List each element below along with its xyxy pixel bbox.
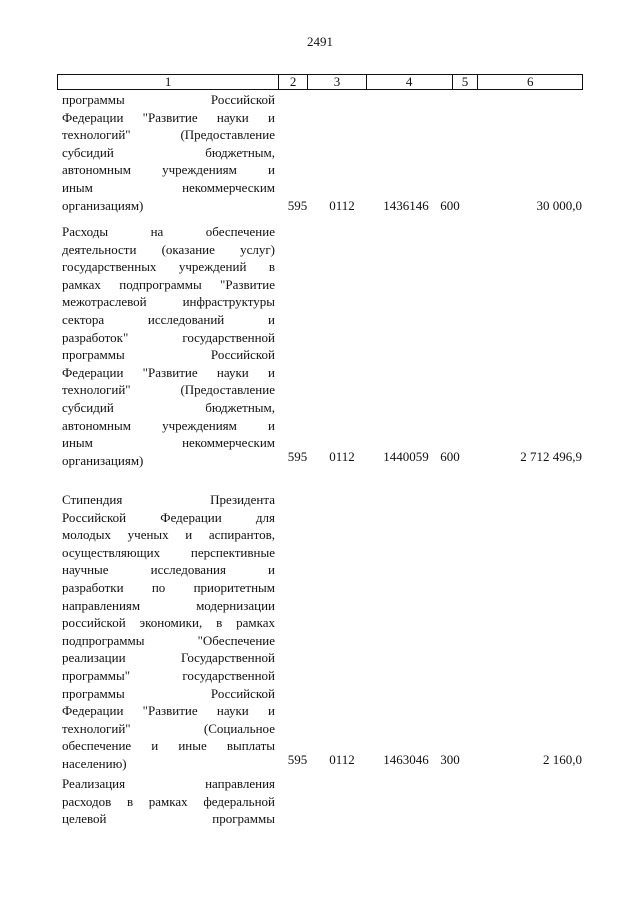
description-line: государственных учреждений в: [62, 259, 275, 275]
section-code: 0112: [329, 198, 355, 213]
description-line: расходов в рамках федеральной: [62, 793, 275, 809]
description-line: программы Российской: [62, 92, 275, 107]
grbs-code: 595: [287, 752, 308, 767]
description-line: рамках подпрограммы "Развитие: [62, 276, 275, 292]
description-line: научные исследования и: [62, 562, 275, 578]
description-line: Стипендия Президента: [62, 492, 275, 507]
description-line: разработки по приоритетным: [62, 579, 275, 595]
description-line: программы Российской: [62, 347, 275, 363]
description-line: технологий" (Предоставление: [62, 127, 275, 143]
description-line: иным некоммерческим: [62, 179, 275, 195]
description-line: деятельности (оказание услуг): [62, 241, 275, 257]
section-code: 0112: [329, 449, 355, 464]
description-line: организациям): [62, 452, 144, 468]
row-description: [62, 223, 275, 469]
expense-type-code: 600: [440, 198, 460, 213]
expense-type-code: 600: [440, 449, 460, 464]
description-line: Федерации "Развитие науки и: [62, 703, 275, 719]
description-line: реализации Государственной: [62, 650, 275, 666]
description-line: населению): [62, 755, 127, 771]
description-line: молодых ученых и аспирантов,: [62, 527, 275, 543]
description-line: направлениям модернизации: [62, 597, 275, 613]
amount: 30 000,0: [536, 198, 582, 213]
amount: 2 712 496,9: [520, 449, 582, 464]
header-col-5: 5: [452, 75, 478, 89]
table-header-row: [57, 74, 583, 90]
row-values: [62, 448, 584, 466]
description-line: подпрограммы "Обеспечение: [62, 632, 275, 648]
description-line: технологий" (Социальное: [62, 720, 275, 736]
expense-type-code: 300: [440, 752, 460, 767]
description-line: сектора исследований и: [62, 311, 275, 327]
description-line: автономным учреждениям и: [62, 162, 275, 178]
description-line: разработок" государственной: [62, 329, 275, 345]
description-line: субсидий бюджетным,: [62, 399, 275, 415]
grbs-code: 595: [287, 449, 308, 464]
target-article-code: 1436146: [383, 198, 429, 213]
page-number: 2491: [307, 34, 333, 49]
description-line: программы Российской: [62, 685, 275, 701]
description-line: Федерации "Развитие науки и: [62, 109, 275, 125]
section-code: 0112: [329, 752, 355, 767]
header-col-2: 2: [278, 75, 307, 89]
description-line: иным некоммерческим: [62, 435, 275, 451]
description-line: обеспечение и иные выплаты: [62, 738, 275, 754]
header-col-3: 3: [307, 75, 366, 89]
target-article-code: 1463046: [383, 752, 429, 767]
header-col-1: 1: [164, 74, 172, 89]
row-values: [62, 751, 584, 769]
row-description: [62, 491, 275, 773]
header-col-6: 6: [477, 75, 582, 89]
header-col-4: 4: [366, 75, 452, 89]
description-line: технологий" (Предоставление: [62, 382, 275, 398]
row-description: [62, 91, 275, 214]
description-line: субсидий бюджетным,: [62, 144, 275, 160]
description-line: осуществляющих перспективные: [62, 544, 275, 560]
amount: 2 160,0: [543, 752, 582, 767]
row-values: [62, 197, 584, 215]
description-line: Расходы на обеспечение: [62, 224, 275, 239]
row-description: [62, 775, 275, 828]
description-line: Реализация направления: [62, 776, 275, 791]
description-line: межотраслевой инфраструктуры: [62, 294, 275, 310]
description-line: автономным учреждениям и: [62, 417, 275, 433]
description-line: российской экономики, в рамках: [62, 615, 275, 631]
description-line: программы" государственной: [62, 667, 275, 683]
description-line: Российской Федерации для: [62, 509, 275, 525]
target-article-code: 1440059: [383, 449, 429, 464]
description-line: целевой программы: [62, 811, 275, 827]
description-line: Федерации "Развитие науки и: [62, 364, 275, 380]
grbs-code: 595: [287, 198, 308, 213]
description-line: организациям): [62, 197, 144, 213]
